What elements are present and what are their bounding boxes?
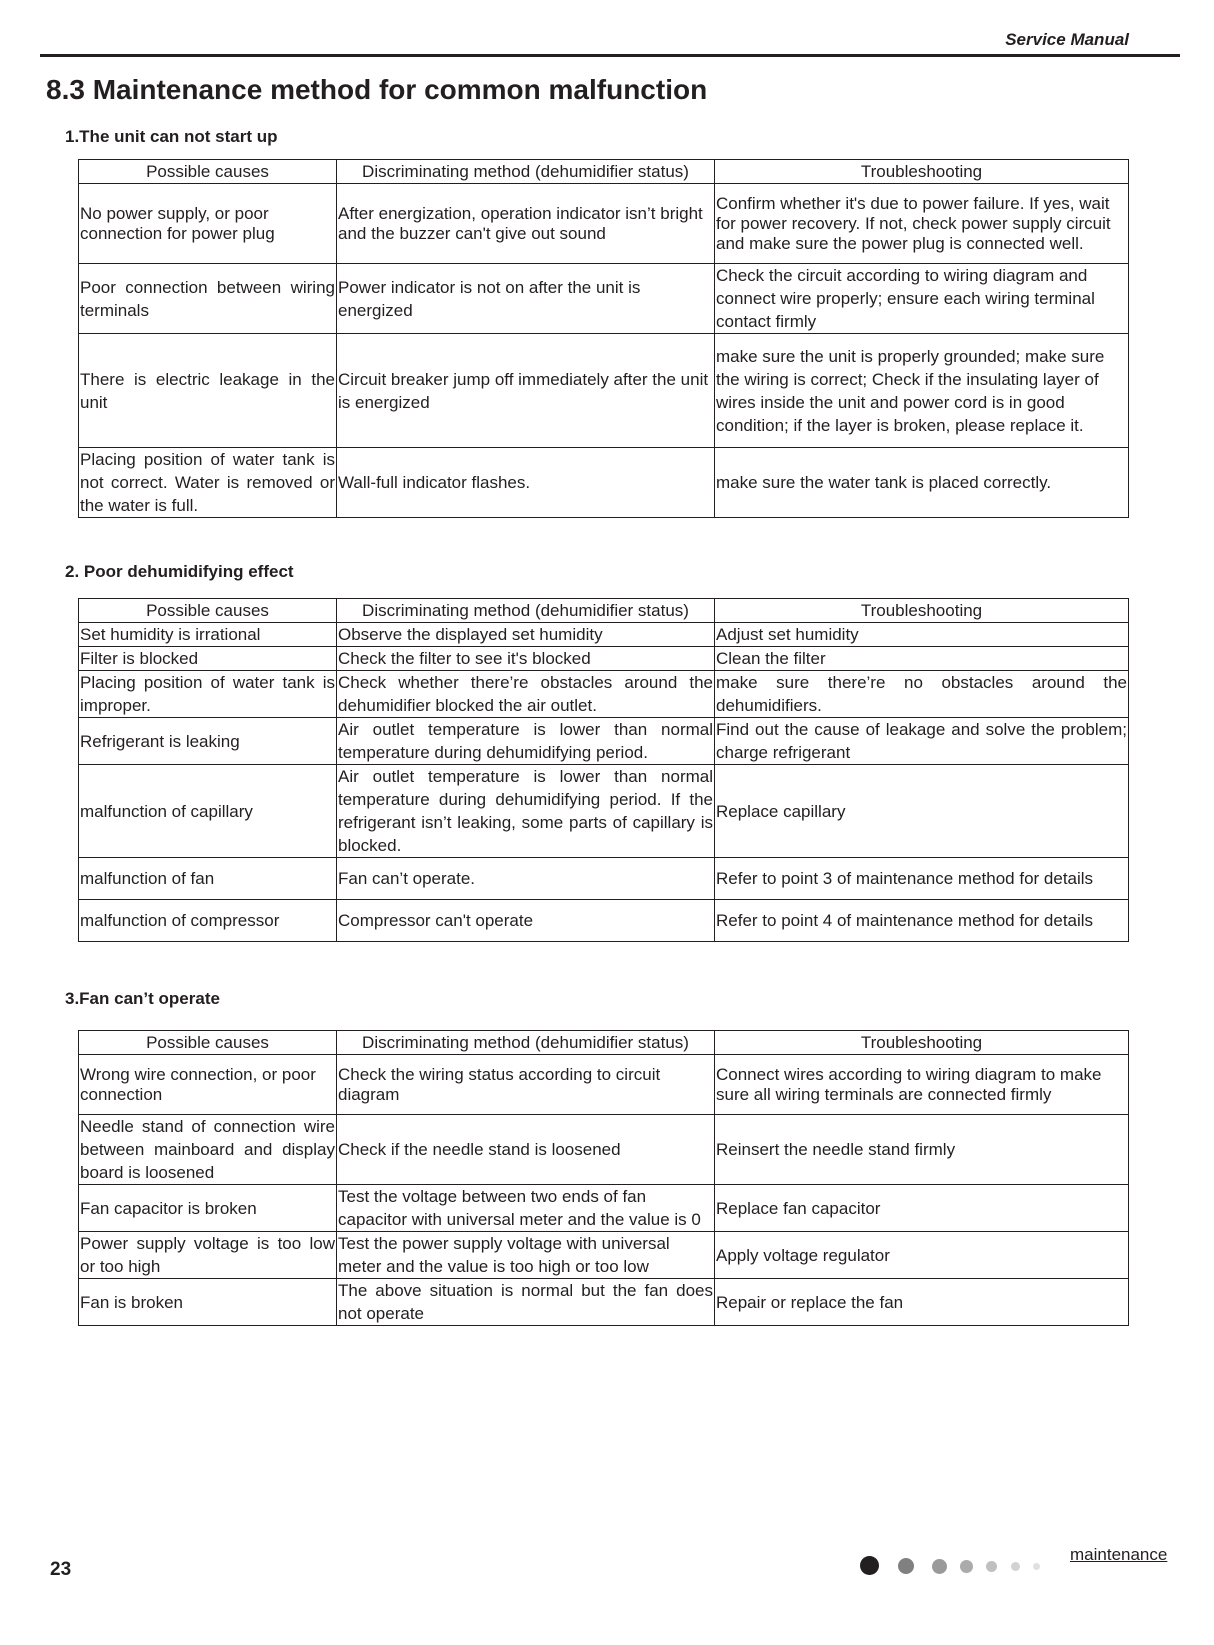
column-header: Possible causes (79, 160, 337, 184)
method-cell: Power indicator is not on after the unit is energized (337, 264, 715, 334)
cause-cell: Placing position of water tank is not correct. Water is removed or the water is full. (79, 448, 337, 518)
cause-cell: Fan is broken (79, 1279, 337, 1326)
troubleshooting-cell: Apply voltage regulator (715, 1232, 1129, 1279)
section-title: 2. Poor dehumidifying effect (65, 562, 294, 581)
cause-cell: Refrigerant is leaking (79, 718, 337, 765)
progress-dot (960, 1560, 973, 1573)
malfunction-table-fan (78, 1030, 1129, 1326)
troubleshooting-cell: Clean the filter (715, 647, 1129, 671)
malfunction-table-dehumidifying (78, 598, 1129, 942)
table-row (79, 184, 1129, 264)
cause-cell: malfunction of capillary (79, 765, 337, 858)
table-header-row (79, 1031, 1129, 1055)
cause-cell: Filter is blocked (79, 647, 337, 671)
page-title: 8.3 Maintenance method for common malfunction (46, 74, 708, 105)
method-cell: Air outlet temperature is lower than normal temperature during dehumidifying period. (337, 718, 715, 765)
cause-cell: Power supply voltage is too low or too high (79, 1232, 337, 1279)
table-row (79, 623, 1129, 647)
table-row (79, 1055, 1129, 1115)
table-row (79, 1115, 1129, 1185)
troubleshooting-cell: Connect wires according to wiring diagram to make sure all wiring terminals are connected firmly (715, 1055, 1129, 1115)
progress-dot (898, 1558, 914, 1574)
method-cell: Check the filter to see it's blocked (337, 647, 715, 671)
column-header: Possible causes (79, 599, 337, 623)
troubleshooting-cell: Find out the cause of leakage and solve the problem; charge refrigerant (715, 718, 1129, 765)
column-header: Troubleshooting (715, 1031, 1129, 1055)
column-header: Discriminating method (dehumidifier status) (337, 1031, 715, 1055)
table-header-row (79, 599, 1129, 623)
table-row (79, 448, 1129, 518)
progress-dot (932, 1559, 947, 1574)
column-header: Discriminating method (dehumidifier status) (337, 160, 715, 184)
troubleshooting-cell: make sure the unit is properly grounded; make sure the wiring is correct; Check if the insulating layer of wires inside the unit and power cord is in good condition; if the layer is broken, please replace it. (715, 334, 1129, 448)
table-row (79, 858, 1129, 900)
cause-cell: There is electric leakage in the unit (79, 334, 337, 448)
method-cell: Fan can’t operate. (337, 858, 715, 900)
section-title: 1.The unit can not start up (65, 127, 278, 146)
table-row (79, 334, 1129, 448)
cause-cell: malfunction of compressor (79, 900, 337, 942)
column-header: Possible causes (79, 1031, 337, 1055)
troubleshooting-cell: Confirm whether it's due to power failure. If yes, wait for power recovery. If not, check power supply circuit and make sure the power plug is connected well. (715, 184, 1129, 264)
column-header: Troubleshooting (715, 160, 1129, 184)
cause-cell: Needle stand of connection wire between mainboard and display board is loosened (79, 1115, 337, 1185)
method-cell: Wall-full indicator flashes. (337, 448, 715, 518)
column-header: Troubleshooting (715, 599, 1129, 623)
method-cell: Air outlet temperature is lower than normal temperature during dehumidifying period. If the refrigerant isn’t leaking, some parts of capillary is blocked. (337, 765, 715, 858)
method-cell: Circuit breaker jump off immediately after the unit is energized (337, 334, 715, 448)
cause-cell: Placing position of water tank is improper. (79, 671, 337, 718)
column-header: Discriminating method (dehumidifier status) (337, 599, 715, 623)
troubleshooting-cell: Refer to point 4 of maintenance method for details (715, 900, 1129, 942)
cause-cell: No power supply, or poor connection for power plug (79, 184, 337, 264)
progress-dot (860, 1556, 879, 1575)
method-cell: Check if the needle stand is loosened (337, 1115, 715, 1185)
table-header-row (79, 160, 1129, 184)
table-row (79, 718, 1129, 765)
table-row (79, 647, 1129, 671)
footer-section-label: maintenance (1070, 1545, 1168, 1564)
table-row (79, 1185, 1129, 1232)
progress-dot (1033, 1563, 1040, 1570)
troubleshooting-cell: make sure there’re no obstacles around the dehumidifiers. (715, 671, 1129, 718)
cause-cell: Wrong wire connection, or poor connection (79, 1055, 337, 1115)
table-row (79, 1232, 1129, 1279)
method-cell: After energization, operation indicator isn’t bright and the buzzer can't give out sound (337, 184, 715, 264)
method-cell: Compressor can't operate (337, 900, 715, 942)
method-cell: Test the power supply voltage with universal meter and the value is too high or too low (337, 1232, 715, 1279)
progress-dot (1011, 1562, 1020, 1571)
table-row (79, 900, 1129, 942)
troubleshooting-cell: Replace fan capacitor (715, 1185, 1129, 1232)
method-cell: The above situation is normal but the fan does not operate (337, 1279, 715, 1326)
cause-cell: Poor connection between wiring terminals (79, 264, 337, 334)
method-cell: Check the wiring status according to circuit diagram (337, 1055, 715, 1115)
method-cell: Observe the displayed set humidity (337, 623, 715, 647)
cause-cell: malfunction of fan (79, 858, 337, 900)
section-title: 3.Fan can’t operate (65, 989, 220, 1008)
method-cell: Check whether there’re obstacles around the dehumidifier blocked the air outlet. (337, 671, 715, 718)
progress-dot (986, 1561, 997, 1572)
troubleshooting-cell: Adjust set humidity (715, 623, 1129, 647)
header-rule (40, 54, 1180, 57)
troubleshooting-cell: Replace capillary (715, 765, 1129, 858)
cause-cell: Set humidity is irrational (79, 623, 337, 647)
table-row (79, 264, 1129, 334)
table-row (79, 765, 1129, 858)
page-number: 23 (50, 1559, 72, 1580)
table-row (79, 671, 1129, 718)
troubleshooting-cell: make sure the water tank is placed correctly. (715, 448, 1129, 518)
header-title: Service Manual (1005, 30, 1129, 49)
malfunction-table-start-up (78, 159, 1129, 518)
troubleshooting-cell: Refer to point 3 of maintenance method for details (715, 858, 1129, 900)
cause-cell: Fan capacitor is broken (79, 1185, 337, 1232)
troubleshooting-cell: Repair or replace the fan (715, 1279, 1129, 1326)
method-cell: Test the voltage between two ends of fan capacitor with universal meter and the value is 0 (337, 1185, 715, 1232)
troubleshooting-cell: Check the circuit according to wiring diagram and connect wire properly; ensure each wiring terminal contact firmly (715, 264, 1129, 334)
troubleshooting-cell: Reinsert the needle stand firmly (715, 1115, 1129, 1185)
table-row (79, 1279, 1129, 1326)
